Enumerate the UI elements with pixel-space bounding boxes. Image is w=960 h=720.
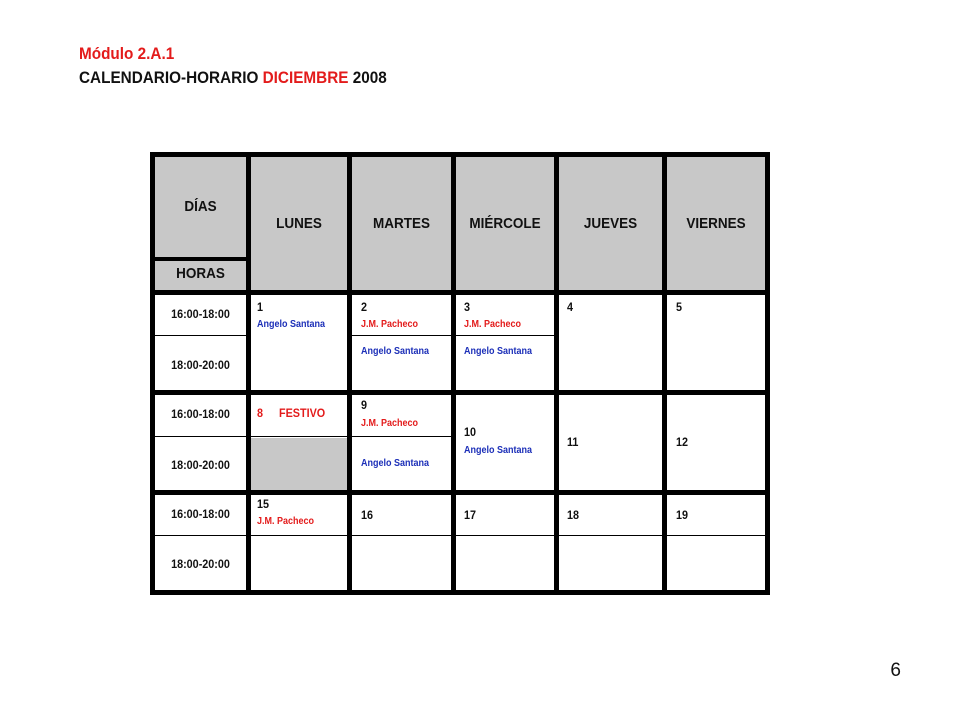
instructor-name: J.M. Pacheco <box>361 319 419 330</box>
col-line-3 <box>451 152 456 595</box>
day-number: 10 <box>464 425 477 439</box>
calendar-title-prefix: CALENDARIO-HORARIO <box>79 68 259 87</box>
hour-label: 16:00-18:00 <box>171 307 230 321</box>
day-number: 18 <box>567 508 580 522</box>
col-line-2 <box>347 152 352 595</box>
border-right <box>765 152 770 595</box>
module-title: Módulo 2.A.1 <box>79 44 175 63</box>
holiday-cell-shade <box>250 438 350 492</box>
instructor-name: Angelo Santana <box>361 346 430 357</box>
weekday-monday: LUNES <box>276 215 322 232</box>
calendar-title-year: 2008 <box>352 68 387 87</box>
border-top <box>150 152 770 157</box>
instructor-name: J.M. Pacheco <box>464 319 522 330</box>
instructor-name: Angelo Santana <box>361 458 430 469</box>
instructor-name: Angelo Santana <box>464 445 533 456</box>
border-left <box>150 152 155 595</box>
calendar-title-month: DICIEMBRE <box>262 68 349 87</box>
calendar-title <box>79 68 387 88</box>
day-number: 19 <box>676 508 689 522</box>
day-number: 5 <box>676 300 683 314</box>
holiday-label: FESTIVO <box>279 406 326 420</box>
week-line-1 <box>150 390 770 395</box>
day-number: 9 <box>361 398 368 412</box>
instructor-name: J.M. Pacheco <box>257 516 315 527</box>
col-line-5 <box>662 152 667 595</box>
instructor-name: Angelo Santana <box>464 346 533 357</box>
weekday-thursday: JUEVES <box>583 215 638 232</box>
hour-label: 16:00-18:00 <box>171 407 230 421</box>
page-number: 6 <box>890 660 901 681</box>
w2-tue-line <box>352 436 452 437</box>
col-line-1 <box>246 152 251 595</box>
day-number: 11 <box>567 435 579 449</box>
day-number: 16 <box>361 508 374 522</box>
hour-label: 18:00-20:00 <box>171 557 230 571</box>
instructor-name: J.M. Pacheco <box>361 418 419 429</box>
w2-hour-mon-line <box>155 436 350 437</box>
day-number: 15 <box>257 497 270 511</box>
w1-hour-line <box>155 335 247 336</box>
weekday-tuesday: MARTES <box>372 215 431 232</box>
corner-days-label: DÍAS <box>184 198 217 215</box>
header-bottom-line <box>150 290 770 295</box>
day-number: 3 <box>464 300 471 314</box>
day-number: 8 <box>257 406 264 420</box>
corner-hours-label: HORAS <box>176 265 225 282</box>
instructor-name: Angelo Santana <box>257 319 326 330</box>
hour-label: 18:00-20:00 <box>171 358 230 372</box>
col-line-4 <box>554 152 559 595</box>
day-number: 17 <box>464 508 477 522</box>
weekday-friday: VIERNES <box>686 215 746 232</box>
hour-label: 16:00-18:00 <box>171 507 230 521</box>
border-bottom <box>150 590 770 595</box>
weekday-wednesday: MIÉRCOLE <box>469 215 541 232</box>
day-number: 12 <box>676 435 689 449</box>
week-line-2 <box>150 490 770 495</box>
w3-row-line <box>155 535 765 536</box>
day-number: 1 <box>257 300 264 314</box>
corner-split-line <box>150 257 251 261</box>
day-number: 2 <box>361 300 368 314</box>
w1-tue-wed-line <box>352 335 554 336</box>
hour-label: 18:00-20:00 <box>171 458 230 472</box>
day-number: 4 <box>567 300 574 314</box>
